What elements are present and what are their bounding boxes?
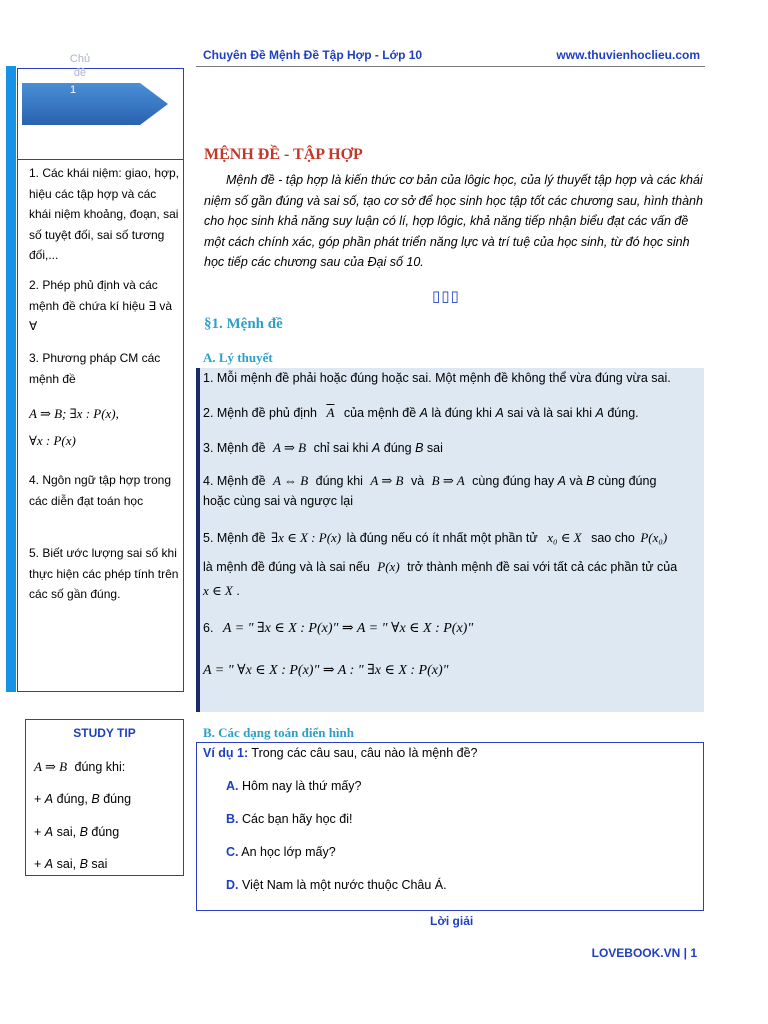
theory-6-formula-1: A = " ∃x ∈ X : P(x)" ⇒ A = " ∀x ∈ X : P(x)" (222, 621, 474, 636)
section-heading: §1. Mệnh đề (204, 316, 283, 332)
option-d-text: Việt Nam là một nước thuộc Châu Á. (241, 878, 447, 892)
study-tip-word-1a: đúng, (56, 792, 88, 806)
study-tip-var-b3: B (79, 857, 88, 871)
theory-4-text-c: và (410, 474, 425, 488)
header-title: Chuyên Đề Mệnh Đề Tập Hợp - Lớp 10 (203, 48, 423, 62)
theory-4-text-h: cùng đúng (598, 474, 657, 488)
header-url[interactable]: www.thuvienhoclieu.com (556, 48, 700, 62)
theory-4-formula-2: A ⇒ B (370, 473, 404, 488)
theory-item-2 (203, 405, 639, 421)
study-tip-line-4 (34, 857, 107, 871)
theory-5-formula-4: P(x) (377, 559, 400, 574)
study-tip-title: STUDY TIP (73, 726, 136, 740)
study-tip-var-a2: A (44, 825, 54, 839)
theory-5-text-e: trở thành mệnh đề sai với tất cả các phần tử của (407, 560, 678, 574)
study-tip-plus-2: + (34, 825, 42, 839)
theory-item-6 (203, 620, 473, 637)
subsection-examples-heading: B. Các dạng toán điển hình (203, 725, 354, 740)
chapter-arrow-icon (22, 83, 172, 125)
theory-2-text-h: đúng. (607, 406, 639, 420)
theory-5-text-b: là đúng nếu có ít nhất một phần tử (346, 531, 538, 545)
theory-4-formula-3: B ⇒ A (431, 473, 465, 488)
study-tip-line-1 (34, 759, 125, 775)
option-b-text: Các bạn hãy học đi! (241, 812, 353, 826)
option-a-key: A. (226, 779, 239, 793)
theory-2-text-d: là đúng khi (431, 406, 492, 420)
answer-option-d[interactable] (226, 878, 447, 892)
study-tip-formula: A ⇒ B (34, 759, 68, 774)
objective-1: 1. Các khái niệm: giao, hợp, hiệu các tập hợp và các khái niệm khoảng, đoạn, sai số tuyệt đối, sai số tương đối,... (29, 166, 179, 262)
option-c-text: An học lớp mấy? (241, 845, 336, 859)
study-tip-plus-3: + (34, 857, 42, 871)
theory-5-text-a: 5. Mệnh đề (203, 531, 266, 545)
theory-item-4-line-2: hoặc cùng sai và ngược lại (203, 494, 353, 508)
example-label: Ví dụ 1: (203, 746, 249, 760)
theory-3-var-a: A (371, 441, 381, 455)
study-tip-text-1: đúng khi: (74, 760, 126, 774)
objective-3: 3. Phương pháp CM các mệnh đề (29, 351, 161, 386)
objective-5: 5. Biết ước lượng sai số khi thực hiện các phép tính trên các số gần đúng. (29, 546, 179, 601)
footer-page-label: LOVEBOOK.VN | 1 (591, 946, 697, 960)
theory-2-text-f: sai và là sai khi (507, 406, 593, 420)
objective-3-formula-2: ∀x : P(x) (29, 433, 76, 448)
theory-4-text-b: đúng khi (315, 474, 363, 488)
theory-item-6-line-2 (203, 662, 449, 679)
chapter-word-2: đề (73, 67, 87, 79)
header-divider (196, 66, 705, 67)
theory-4-var-b: B (586, 474, 595, 488)
theory-5-text-c: sao cho (591, 531, 635, 545)
theory-4-text-f: và (569, 474, 583, 488)
theory-4-var-a: A (557, 474, 567, 488)
chapter-number: 1 (70, 84, 77, 96)
decorative-separator: ▯▯▯ (432, 288, 460, 305)
theory-3-text-b: chỉ sai khi (313, 441, 369, 455)
subsection-theory-heading: A. Lý thuyết (203, 350, 273, 365)
answer-option-b[interactable] (226, 812, 352, 826)
theory-5-text-f: . (236, 584, 240, 598)
objective-3-formula-1: A ⇒ B; ∃x : P(x), (29, 406, 119, 421)
negation-symbol: $\overline{A}$ (326, 405, 335, 420)
theory-3-var-b: B (415, 441, 424, 455)
intro-paragraph: Mệnh đề - tập hợp là kiến thức cơ bản của lôgic học, của lý thuyết tập hợp và các khái niệm số gần đúng và sai số, tạo cơ sở để học sinh học tập tốt các chương sau, hình thành cho học sinh khả năng suy luận có lí, hợp lôgic, khả năng tiếp nhận biểu đạt các vấn đề một cách chính xác, góp phần phát triển năng lực và trí tuệ của học sinh, từ đó học sinh học tiếp các chương sau của Đại số 10. (204, 173, 703, 269)
theory-2-var-b: A (495, 406, 504, 420)
study-tip-word-1b: đúng (103, 792, 132, 806)
theory-item-5-line-2 (203, 559, 677, 575)
theory-2-text-a: 2. Mệnh đề phủ định (203, 406, 317, 420)
theory-item-5 (203, 530, 669, 546)
option-a-text: Hôm nay là thứ mấy? (241, 779, 362, 793)
example-question (203, 746, 477, 760)
theory-4-text-a: 4. Mệnh đề (203, 474, 266, 488)
theory-6-formula-2: A = " ∀x ∈ X : P(x)" ⇒ A : " ∃x ∈ X : P(x)" (203, 663, 449, 678)
study-tip-var-a3: A (44, 857, 54, 871)
option-b-key: B. (226, 812, 239, 826)
theory-item-1: 1. Mỗi mệnh đề phải hoặc đúng hoặc sai. Một mệnh đề không thể vừa đúng vừa sai. (203, 371, 671, 385)
theory-5-text-d: là mệnh đề đúng và là sai nếu (203, 560, 370, 574)
theory-item-3 (203, 440, 443, 456)
sidebar-accent-bar (6, 66, 16, 692)
study-tip-var-b1: B (91, 792, 100, 806)
page-title: MỆNH ĐỀ - TẬP HỢP (204, 146, 363, 163)
theory-5-formula-2: x₀ ∈ X (547, 530, 582, 545)
study-tip-word-2a: sai, (56, 825, 77, 839)
answer-option-c[interactable] (226, 845, 336, 859)
study-tip-word-3b: sai (91, 857, 108, 871)
theory-3-text-a: 3. Mệnh đề (203, 441, 266, 455)
study-tip-var-b2: B (79, 825, 88, 839)
objective-2: 2. Phép phủ định và các mệnh đề chứa kí hiệu ∃ và ∀ (29, 278, 173, 333)
study-tip-line-3 (34, 825, 119, 839)
theory-item-4 (203, 473, 656, 489)
theory-5-formula-3: P(x₀) (640, 530, 668, 545)
example-question-text: Trong các câu sau, câu nào là mệnh đề? (251, 746, 478, 760)
theory-3-formula: A ⇒ B (273, 440, 307, 455)
theory-2-text-b: của mệnh đề (343, 406, 417, 420)
theory-5-formula-1: ∃x ∈ X : P(x) (271, 530, 342, 545)
answer-option-a[interactable] (226, 779, 362, 793)
theory-3-text-d: đúng (383, 441, 412, 455)
option-d-key: D. (226, 878, 239, 892)
theory-item-5-line-3 (203, 583, 240, 599)
chapter-label (62, 52, 98, 80)
theory-3-text-f: sai (426, 441, 443, 455)
study-tip-word-2b: đúng (91, 825, 120, 839)
theory-4-formula-1: A ⇔ B (273, 473, 309, 488)
study-tip-var-a1: A (44, 792, 54, 806)
option-c-key: C. (226, 845, 239, 859)
chapter-word-1: Chủ (69, 53, 91, 65)
study-tip-word-3a: sai, (56, 857, 77, 871)
theory-5-formula-5: x ∈ X (203, 583, 233, 598)
theory-2-var-a: A (419, 406, 429, 420)
theory-6-number: 6. (203, 621, 214, 635)
objective-4: 4. Ngôn ngữ tập hợp trong các diễn đạt toán học (29, 473, 171, 508)
study-tip-plus-1: + (34, 792, 42, 806)
theory-4-text-d: cùng đúng hay (472, 474, 555, 488)
study-tip-line-2 (34, 792, 131, 806)
theory-2-var-c: A (595, 406, 604, 420)
solution-heading: Lời giải (430, 914, 474, 928)
